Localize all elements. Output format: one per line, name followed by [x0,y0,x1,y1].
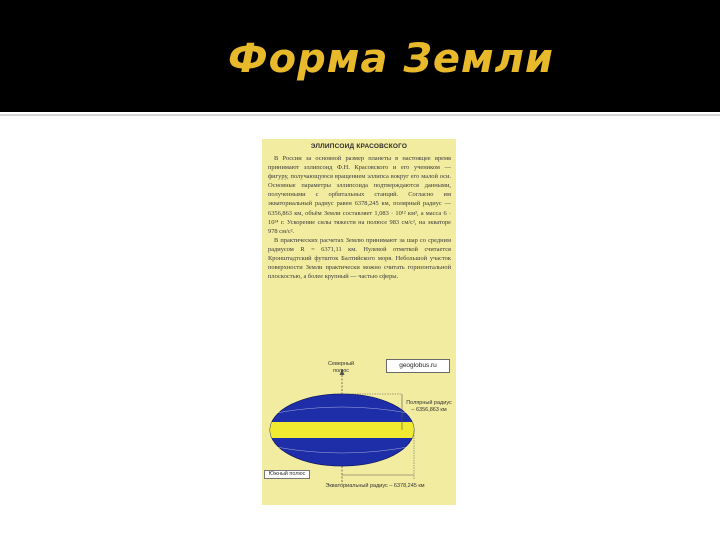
equatorial-radius-label: Экваториальный радиус – 6378,245 км [325,483,425,489]
article-image [262,139,456,505]
south-pole-label: Южный полюс [264,470,310,479]
ellipsoid-diagram [262,139,456,505]
slide-title: Форма Земли [228,36,554,82]
equator-band [268,422,418,438]
source-label: geoglobus.ru [386,359,450,373]
title-divider [0,114,720,116]
polar-radius-label: Полярный радиус – 6356,863 км [406,400,452,413]
north-pole-label: Северный полюс [327,361,355,374]
article-paragraph: В практических расчетах Землю принимают за шар со средним радиусом R = 6371,11 км. Нулевой отметкой считается Кронштадтский футшток Балтийского моря. Небольшой участок поверхности Земли практически можно считать горизонтальной плоскостью, а более крупный — частью сферы. [268,236,451,281]
article-paragraph: В России за основной размер планеты в настоящее время принимают эллипсоид Ф.Н. Красовского и его учеником — фигуру, получающуюся вращением эллипса вокруг его малой оси. Основные параметры эллипсоида подтверждаются данными, полученными с орбитальных станций. Согласно им экваториальный радиус равен 6378,245 км, полярный радиус — 6356,863 км, объём Земли составляет 1,083 · 10¹² км³, а масса 6 · 10²⁴ г. Ускорение силы тяжести на полюсе 983 см/с², на экваторе 978 см/с². [268,155,451,235]
article-heading: ЭЛЛИПСОИД КРАСОВСКОГО [310,143,408,150]
